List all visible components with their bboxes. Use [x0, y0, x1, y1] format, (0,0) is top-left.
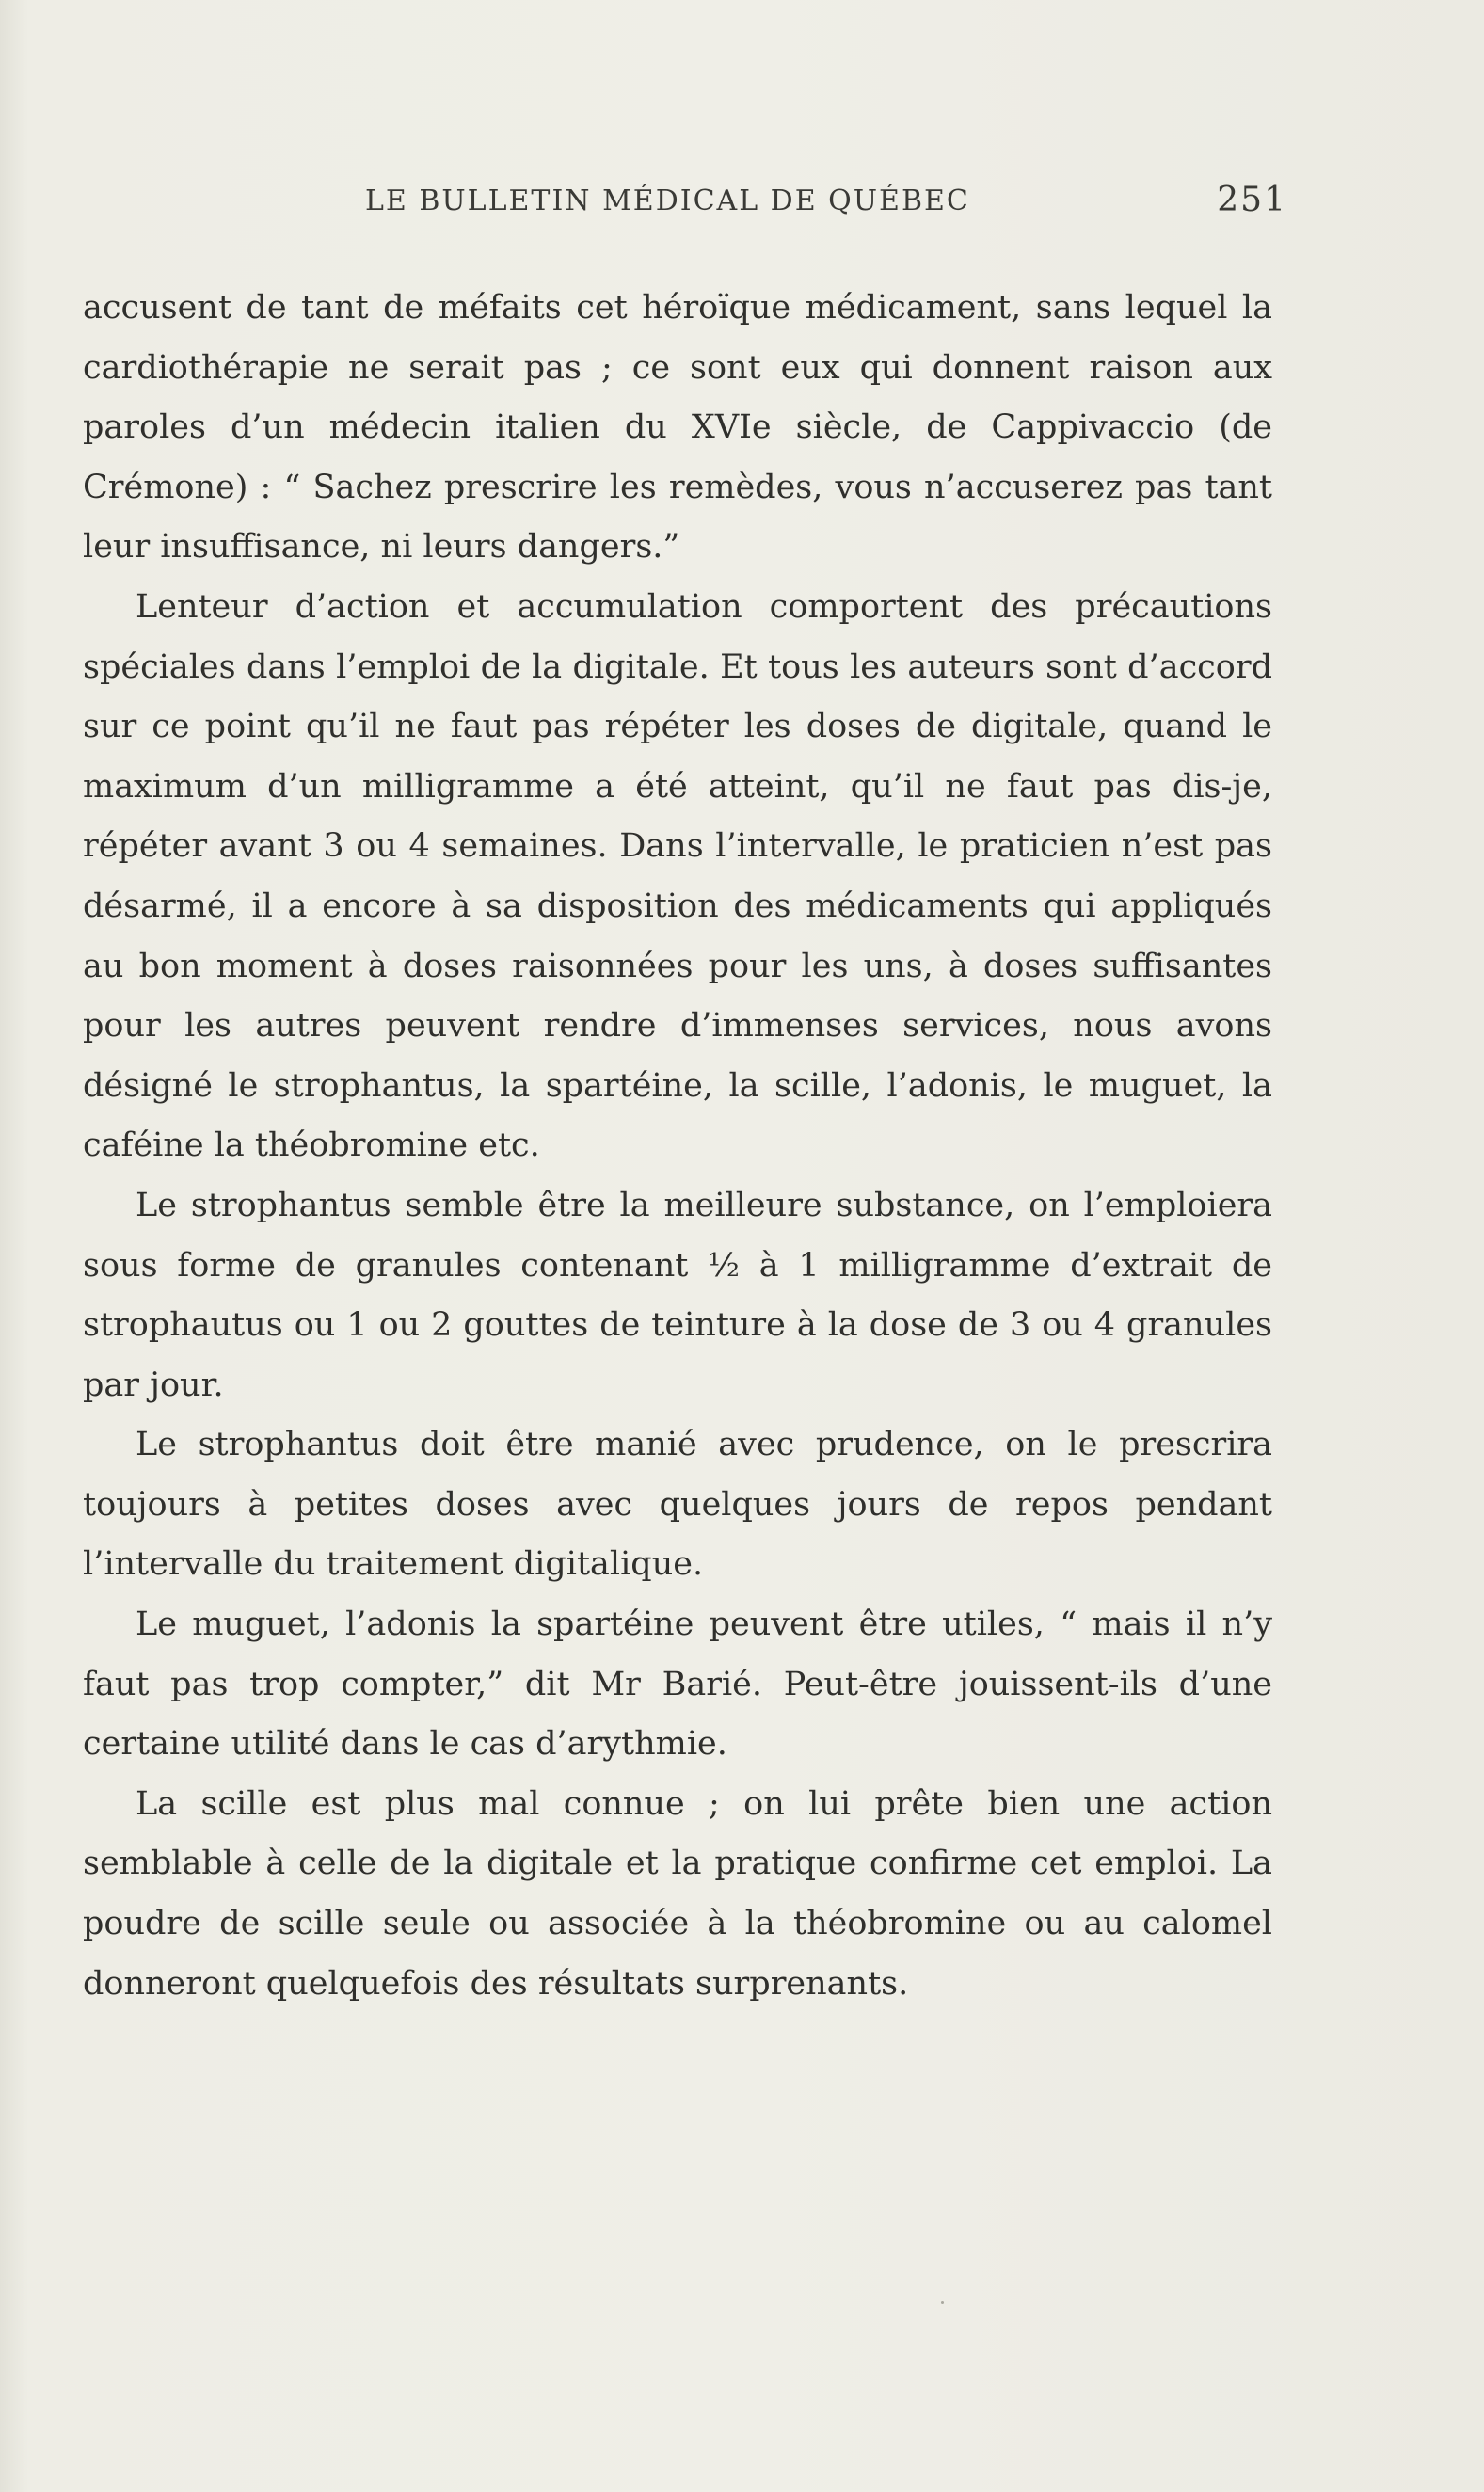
paper-speck — [941, 2301, 944, 2304]
paragraph-1: accusent de tant de méfaits cet héroïque médicament, sans lequel la cardiothérapie ne serait pas ; ce sont eux qui donnent raison aux paroles d’un médecin italien du XVIe siècle, de Cappivaccio (de Crémone) : “ Sachez prescrire les remèdes, vous n’accuserez pas tant leur insuffisance, ni leurs dangers.” — [83, 289, 1272, 567]
paragraph-3: Le strophantus semble être la meilleure substance, on l’emploiera sous forme de granules contenant ½ à 1 milligramme d’extrait de strophautus ou 1 ou 2 gouttes de teinture à la dose de 3 ou 4 granules par jour. — [83, 1186, 1272, 1404]
paragraph-4: Le strophantus doit être manié avec prudence, on le prescrira toujours à petites doses avec quelques jours de repos pendant l’intervalle du traitement digitalique. — [83, 1426, 1272, 1584]
page-header — [83, 181, 1287, 232]
body-text — [83, 279, 1272, 2014]
paragraph-5: Le muguet, l’adonis la spartéine peuvent être utiles, “ mais il n’y faut pas trop compter,” dit Mr Barié. Peut-être jouissent-ils d’une certaine utilité dans le cas d’arythmie. — [83, 1605, 1272, 1764]
running-title: LE BULLETIN MÉDICAL DE QUÉBEC — [365, 184, 970, 217]
paragraph-6: La scille est plus mal connue ; on lui prête bien une action semblable à celle de la digitale et la pratique confirme cet emploi. La poudre de scille seule ou associée à la théobromine ou au calomel donneront quelquefois des résultats surprenants. — [83, 1784, 1272, 2003]
page-number: 251 — [1217, 181, 1287, 219]
paragraph-2: Lenteur d’action et accumulation comportent des précautions spéciales dans l’emploi de la digitale. Et tous les auteurs sont d’accord sur ce point qu’il ne faut pas répéter les doses de digitale, quand le maximum d’un milligramme a été atteint, qu’il ne faut pas dis-je, répéter avant 3 ou 4 semaines. Dans l’intervalle, le praticien n’est pas désarmé, il a encore à sa disposition des médicaments qui appliqués au bon moment à doses raisonnées pour les uns, à doses suffisantes pour les autres peuvent rendre d’immenses services, nous avons désigné le strophantus, la spartéine, la scille, l’adonis, le muguet, la caféine la théobromine etc. — [83, 587, 1272, 1165]
